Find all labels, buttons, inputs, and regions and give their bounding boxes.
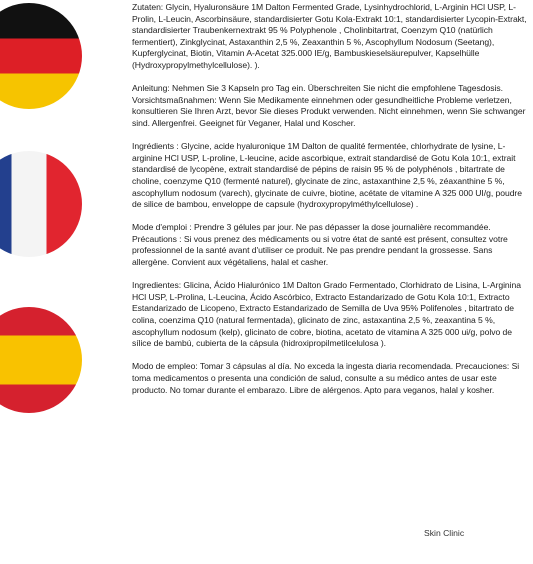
- french-ingredients: Ingrédients : Glycine, acide hyaluronique 1M Dalton de qualité fermentée, chlorhydrate de lysine, L-arginine HCl USP, L-proline, L-leucine, acide ascorbique, extrait standardisé de Gotu Kola 10:1, extrait standardisé de lycopène, extrait standardisé de pépins de raisin 95 % de polyphénols , bitartrate de choline, coenzyme Q10 (fermenté naturel), glycinate de zinc, astaxanthine 2,5 %, zéaxanthine 5 %, ascophyllum nodosum (varech), glycinate de cuivre, biotine, acétate de vitamine A 325 000 UI/g, poudre de silice de bambou, enveloppe de capsule (hydroxypropylméthylcellulose) .: [132, 141, 522, 210]
- spanish-ingredients: Ingredientes: Glicina, Ácido Hialurónico 1M Dalton Grado Fermentado, Clorhidrato de Lisina, L-Arginina HCl USP, L-Prolina, L-Leucina, Ácido Ascórbico, Extracto Estandarizado de Gotu Kola 10:1, Extracto Estandarizado de Licopeno, Extracto Estandarizado de Semilla de Uva 95% Polifenoles , bitartrato de colina, coenzima Q10 (natural fermentada), glicinato de zinc, astaxantina 2,5 %, zeaxantina 5 %, ascophyllum nodosum (kelp), glicinato de cobre, biotina, acetato de vitamina A 325 000 ui/g, polvo de sílice de bambú, cubierta de la cápsula (hidroxipropilmetilcelulosa ).: [132, 280, 521, 349]
- french-flag-icon: [0, 151, 82, 257]
- german-flag-icon: [0, 3, 82, 109]
- spanish-directions: Modo de empleo: Tomar 3 cápsulas al día. No exceda la ingesta diaria recomendada. Precauciones: Si toma medicamentos o presenta una condición de salud, consulte a su médico antes de usar este producto. No tomar durante el embarazo. Libre de alérgenos. Apto para veganos, halal y kosher.: [132, 361, 520, 395]
- german-ingredients: Zutaten: Glycin, Hyaluronsäure 1M Dalton Fermented Grade, Lysinhydrochlorid, L-Arginin HCl USP, L-Prolin, L-Leucin, Ascorbinsäure, standardisierter Gotu Kola-Extrakt 10:1, standardisierter Lycopin-Extrakt, standardisierter Traubenkernextrakt 95 % Polyphenole , Cholinbitartrat, Coenzym Q10 (natürlich fermentiert), Zinkglycinat, Astaxanthin 2,5 %, Zeaxanthin 5 %, Ascophyllum Nodosum (Seetang), Kupferglycinat, Biotin, Vitamin A-Acetat 325.000 IE/g, Bambuskieselsäurepulver, Kapselhülle (Hydroxypropylmethylcellulose). ).: [132, 2, 527, 70]
- label-text-column: [132, 2, 530, 396]
- brand-name: Skin Clinic: [424, 528, 465, 538]
- spanish-flag-icon: [0, 307, 82, 413]
- french-directions: Mode d'emploi : Prendre 3 gélules par jour. Ne pas dépasser la dose journalière recommandée. Précautions : Si vous prenez des médicaments ou si votre état de santé est présent, consultez votre professionnel de la santé avant d'utiliser ce produit. Ne pas prendre pendant la grossesse. Sans allergène. Convient aux végétaliens, halal et casher.: [132, 222, 508, 268]
- german-directions: Anleitung: Nehmen Sie 3 Kapseln pro Tag ein. Überschreiten Sie nicht die empfohlene Tagesdosis. Vorsichtsmaßnahmen: Wenn Sie Medikamente einnehmen oder gesundheitliche Probleme verletzen, konsultieren Sie Ihren Arzt, bevor Sie dieses Produkt verwenden. Nicht einnehmen, wenn Sie schwanger sind. Allergenfrei. Geeignet für Veganer, Halal und Koscher.: [132, 83, 526, 128]
